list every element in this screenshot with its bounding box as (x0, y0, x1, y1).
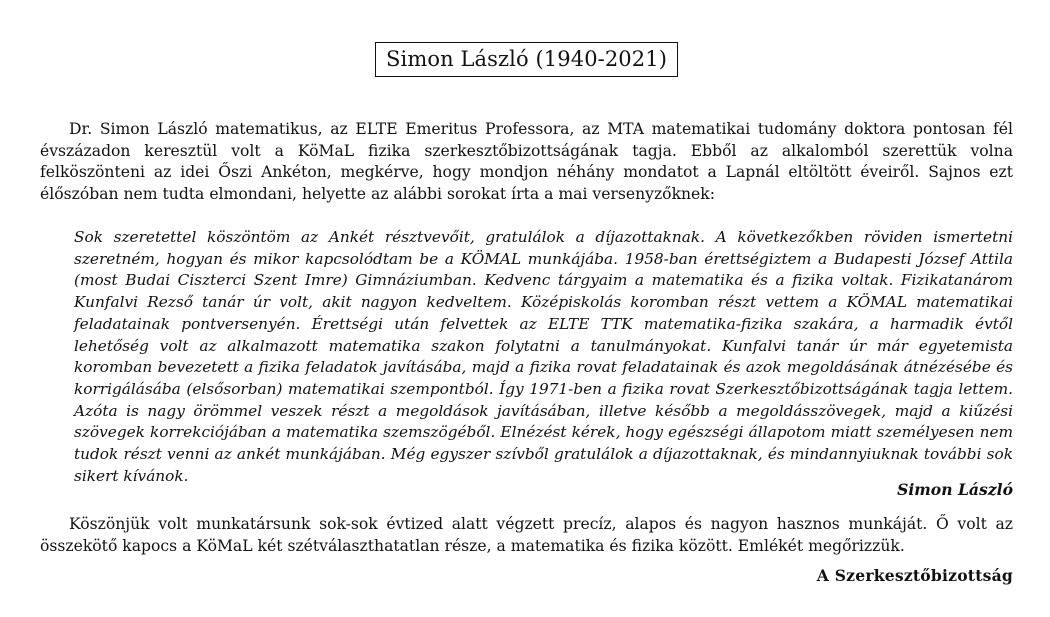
quote-signature: Simon László (897, 480, 1013, 499)
editor-signature: A Szerkesztőbizottság (816, 566, 1013, 585)
closing-paragraph: Köszönjük volt munkatársunk sok-sok évtized alatt végzett precíz, alapos és nagyon hasznos munkáját. Ő volt az összekötő kapocs a KöMaL két szétválaszthatatlan része, a matematika és fizika között. Emlékét megőrizzük. (40, 515, 1013, 555)
title-wrapper (40, 42, 1013, 77)
intro-paragraph: Dr. Simon László matematikus, az ELTE Emeritus Professora, az MTA matematikai tudomány doktora pontosan fél évszázadon keresztül volt a KöMaL fizika szerkesztőbizottságának tagja. Ebből az alkalomból szerettük volna felköszönteni az idei Őszi Ankéton, megkérve, hogy mondjon néhány mondatot a Lapnál eltöltött éveiről. Sajnos ezt élőszóban nem tudta elmondani, helyette az alábbi sorokat írta a mai versenyzőknek: (40, 120, 1013, 204)
quoted-letter: Sok szeretettel köszöntöm az Ankét résztvevőit, gratulálok a díjazottaknak. A következőkben röviden ismertetni szeretném, hogyan és mikor kapcsolódtam be a KÖMAL munkájába. 1958-ban érettségiztem a Budapesti József Attila (most Budai Ciszterci Szent Imre) Gimnáziumban. Kedvenc tárgyaim a matematika és a fizika voltak. Fizikatanárom Kunfalvi Rezső tanár úr volt, akit nagyon kedveltem. Középiskolás koromban részt vettem a KÖMAL matematikai feladatainak pontversenyén. Érettségi után felvettek az ELTE TTK matematika-fizika szakára, a harmadik évtől lehetőség volt az alkalmazott matematika szakon folytatni a tanulmányokat. Kunfalvi tanár úr már egyetemista koromban bevezetett a fizika feladatok javításába, majd a fizika rovat feladatainak és azok megoldásának átnézésébe és korrigálásába (elsősorban) matematikai szempontból. Így 1971-ben a fizika rovat Szerkesztőbizottságának tagja lettem. Azóta is nagy örömmel veszek részt a megoldások javításában, illetve később a megoldásszövegek, majd a kiűzési szövegek korrekciójában a matematika szemszögéből. Elnézést kérek, hogy egészségi állapotom miatt személyesen nem tudok részt venni az ankét munkájában. Még egyszer szívből gratulálok a díjazottaknak, és mindannyiuknak további sok sikert kívánok. (74, 228, 1013, 485)
page-title: Simon László (1940-2021) (375, 42, 678, 77)
document-page (40, 0, 1013, 617)
